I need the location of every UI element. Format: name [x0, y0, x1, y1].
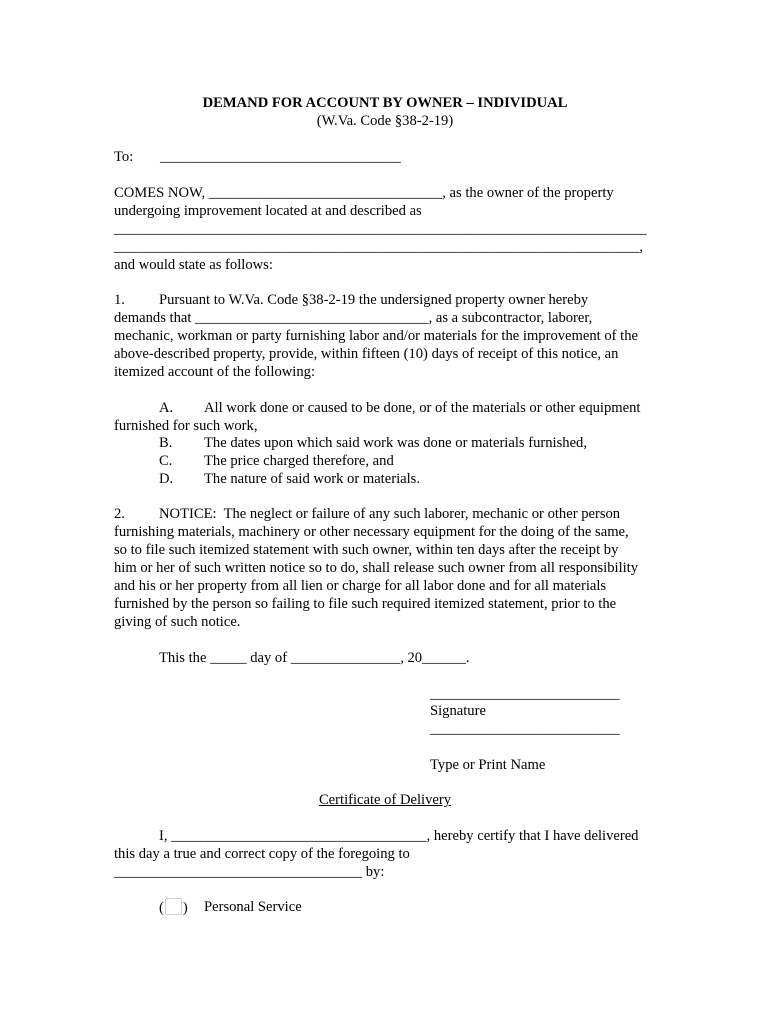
item-a-letter: A. [159, 400, 174, 416]
paragraph1-number: 1. [114, 292, 125, 308]
certifier-name-field[interactable]: ___________________________________ [171, 828, 427, 844]
paragraph2-number: 2. [114, 506, 125, 522]
item-b-text: The dates upon which said work was done or materials furnished, [204, 435, 587, 451]
by-label: by: [362, 864, 385, 880]
contractor-name-field[interactable]: ________________________________ [195, 310, 429, 326]
print-name-label: Type or Print Name [430, 757, 546, 773]
year-prefix: , 20 [400, 650, 423, 666]
to-label: To: [114, 149, 134, 165]
personal-service-label: Personal Service [204, 899, 302, 915]
paragraph1-line5: itemized account of the following: [114, 364, 316, 380]
comes-now-line2: undergoing improvement located at and described as [114, 203, 422, 219]
certificate-prefix: I, [159, 828, 172, 844]
document-title: DEMAND FOR ACCOUNT BY OWNER – INDIVIDUAL [202, 95, 568, 111]
paren-open: ( [159, 900, 164, 916]
certificate-title: Certificate of Delivery [318, 792, 452, 808]
delivery-option-personal-service [159, 898, 188, 917]
date-prefix: This the [159, 650, 211, 666]
certificate-suffix: , hereby certify that I have delivered [426, 828, 639, 844]
recipient-field[interactable]: __________________________________ [114, 864, 363, 880]
item-c-letter: C. [159, 453, 173, 469]
paragraph2-line7: giving of such notice. [114, 614, 241, 630]
owner-name-field[interactable]: ________________________________ [208, 185, 443, 201]
state-as-follows: and would state as follows: [114, 257, 273, 273]
paragraph2-line3: so to file such itemized statement with such owner, within ten days after the receipt by [114, 542, 619, 558]
comes-now-suffix: , as the owner of the property [442, 185, 614, 201]
item-d-letter: D. [159, 471, 174, 487]
paragraph1-line4: above-described property, provide, within fifteen (10) days of receipt of this notice, an [114, 346, 619, 362]
paragraph2-line2: furnishing materials, machinery or other necessary equipment for the doing of the same, [114, 524, 629, 540]
personal-service-checkbox[interactable] [165, 898, 182, 915]
paragraph2-line4: him or her of such written notice so to do, shall release such owner from all responsibility [114, 560, 639, 576]
paragraph1-line2 [114, 309, 592, 327]
day-field[interactable]: _____ [210, 650, 247, 666]
print-name-line[interactable]: __________________________ [430, 721, 620, 737]
year-field[interactable]: ______ [422, 650, 466, 666]
demands-that-text: demands that [114, 310, 196, 326]
to-field[interactable]: _________________________________ [160, 149, 401, 165]
comes-now-line [114, 184, 614, 202]
certificate-line2: this day a true and correct copy of the foregoing to [114, 846, 410, 862]
property-address-line1[interactable]: _________________________________________________________________________ [114, 221, 647, 237]
item-a-cont: furnished for such work, [114, 418, 258, 434]
date-line [159, 649, 470, 667]
comes-now-prefix: COMES NOW, [114, 185, 209, 201]
certificate-line1 [159, 827, 638, 845]
paragraph2-line5: and his or her property from all lien or charge for all labor done and for all materials [114, 578, 607, 594]
day-label: day of [246, 650, 291, 666]
subcontractor-text: , as a subcontractor, laborer, [428, 310, 593, 326]
paragraph1-line3: mechanic, workman or party furnishing labor and/or materials for the improvement of the [114, 328, 638, 344]
certificate-line3 [114, 863, 384, 881]
item-c-text: The price charged therefore, and [204, 453, 394, 469]
paragraph2-line6: furnished by the person so failing to file such required itemized statement, prior to the [114, 596, 617, 612]
item-d-text: The nature of said work or materials. [204, 471, 420, 487]
month-field[interactable]: _______________ [290, 650, 401, 666]
signature-line[interactable]: __________________________ [430, 686, 620, 702]
paragraph2-line1: NOTICE: The neglect or failure of any such laborer, mechanic or other person [159, 506, 621, 522]
signature-label: Signature [430, 703, 486, 719]
property-address-line2[interactable]: ________________________________________________________________________, [114, 239, 644, 255]
date-end: . [465, 650, 470, 666]
paren-close: ) [182, 900, 188, 916]
item-a-text: All work done or caused to be done, or of the materials or other equipment [204, 400, 641, 416]
item-b-letter: B. [159, 435, 173, 451]
paragraph1-lead: Pursuant to W.Va. Code §38-2-19 the undersigned property owner hereby [159, 292, 589, 308]
document-subtitle: (W.Va. Code §38-2-19) [316, 113, 454, 129]
